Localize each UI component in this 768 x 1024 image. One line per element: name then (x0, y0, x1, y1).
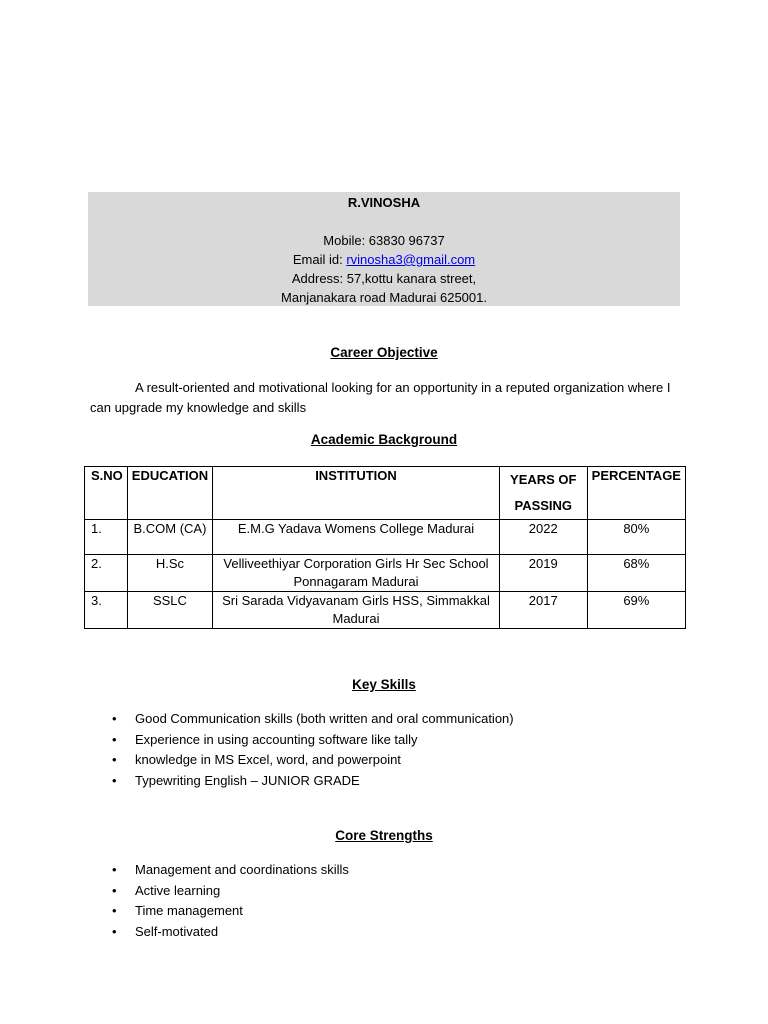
career-objective-body: A result-oriented and motivational looking for an opportunity in a reputed organization where I can upgrade my knowledge and skills (90, 380, 671, 415)
col-header-years-line2: PASSING (514, 498, 573, 513)
col-header-years (499, 467, 587, 520)
bullet-icon: • (112, 752, 117, 768)
col-header-institution: INSTITUTION (213, 467, 500, 520)
mobile-number: Mobile: 63830 96737 (323, 233, 445, 248)
academic-background-heading: Academic Background (310, 432, 458, 447)
key-skills-list (112, 709, 514, 792)
table-row (85, 520, 686, 555)
contact-header (88, 192, 680, 306)
list-item (112, 881, 349, 902)
cell-sno: 3. (85, 592, 128, 629)
list-item-text: Management and coordinations skills (135, 862, 349, 877)
list-item-text: Good Communication skills (both written and oral communication) (135, 711, 514, 726)
cell-percentage: 68% (587, 555, 685, 592)
key-skills-heading: Key Skills (352, 677, 416, 692)
bullet-icon: • (112, 862, 117, 877)
core-strengths-list (112, 860, 349, 943)
academic-table (84, 466, 686, 629)
cell-percentage: 69% (587, 592, 685, 629)
career-objective-heading: Career Objective (330, 345, 438, 360)
bullet-icon: • (112, 924, 117, 940)
cell-sno: 1. (85, 520, 128, 555)
email-link[interactable]: rvinosha3@gmail.com (346, 252, 476, 267)
cell-institution: E.M.G Yadava Womens College Madurai (213, 520, 500, 555)
address-line-2: Manjanakara road Madurai 625001. (281, 290, 487, 305)
bullet-icon: • (112, 903, 117, 919)
cell-education: B.COM (CA) (127, 520, 212, 555)
candidate-name: R.VINOSHA (347, 195, 421, 210)
cell-education: SSLC (127, 592, 212, 629)
list-item (112, 901, 349, 922)
col-header-percentage: PERCENTAGE (587, 467, 685, 520)
cell-percentage: 80% (587, 520, 685, 555)
list-item-text: Self-motivated (135, 924, 219, 940)
col-header-education: EDUCATION (127, 467, 212, 520)
email-line (88, 250, 680, 269)
list-item-text: Typewriting English – JUNIOR GRADE (135, 773, 360, 789)
bullet-icon: • (112, 711, 117, 726)
list-item-text: knowledge in MS Excel, word, and powerpoint (135, 752, 401, 768)
cell-year: 2017 (499, 592, 587, 629)
list-item (112, 922, 349, 943)
email-label: Email id: (292, 252, 347, 267)
list-item (112, 860, 349, 881)
list-item (112, 709, 514, 730)
cell-institution: Velliveethiyar Corporation Girls Hr Sec School Ponnagaram Madurai (213, 555, 500, 592)
table-row (85, 592, 686, 629)
table-header-row (85, 467, 686, 520)
cell-institution: Sri Sarada Vidyavanam Girls HSS, Simmakkal Madurai (213, 592, 500, 629)
list-item (112, 771, 514, 792)
list-item (112, 730, 514, 751)
address-line-1: Address: 57,kottu kanara street, (291, 271, 477, 286)
career-objective-text (90, 378, 685, 418)
cell-education: H.Sc (127, 555, 212, 592)
cell-year: 2019 (499, 555, 587, 592)
list-item-text: Time management (135, 903, 243, 919)
list-item-text: Experience in using accounting software like tally (135, 731, 418, 747)
bullet-icon: • (112, 773, 117, 789)
col-header-years-line1: YEARS OF (510, 472, 577, 487)
core-strengths-heading: Core Strengths (335, 828, 433, 843)
bullet-icon: • (112, 731, 117, 747)
bullet-icon: • (112, 882, 117, 898)
list-item (112, 750, 514, 771)
table-row (85, 555, 686, 592)
cell-sno: 2. (85, 555, 128, 592)
cell-year: 2022 (499, 520, 587, 555)
col-header-sno: S.NO (85, 467, 128, 520)
list-item-text: Active learning (135, 882, 221, 898)
